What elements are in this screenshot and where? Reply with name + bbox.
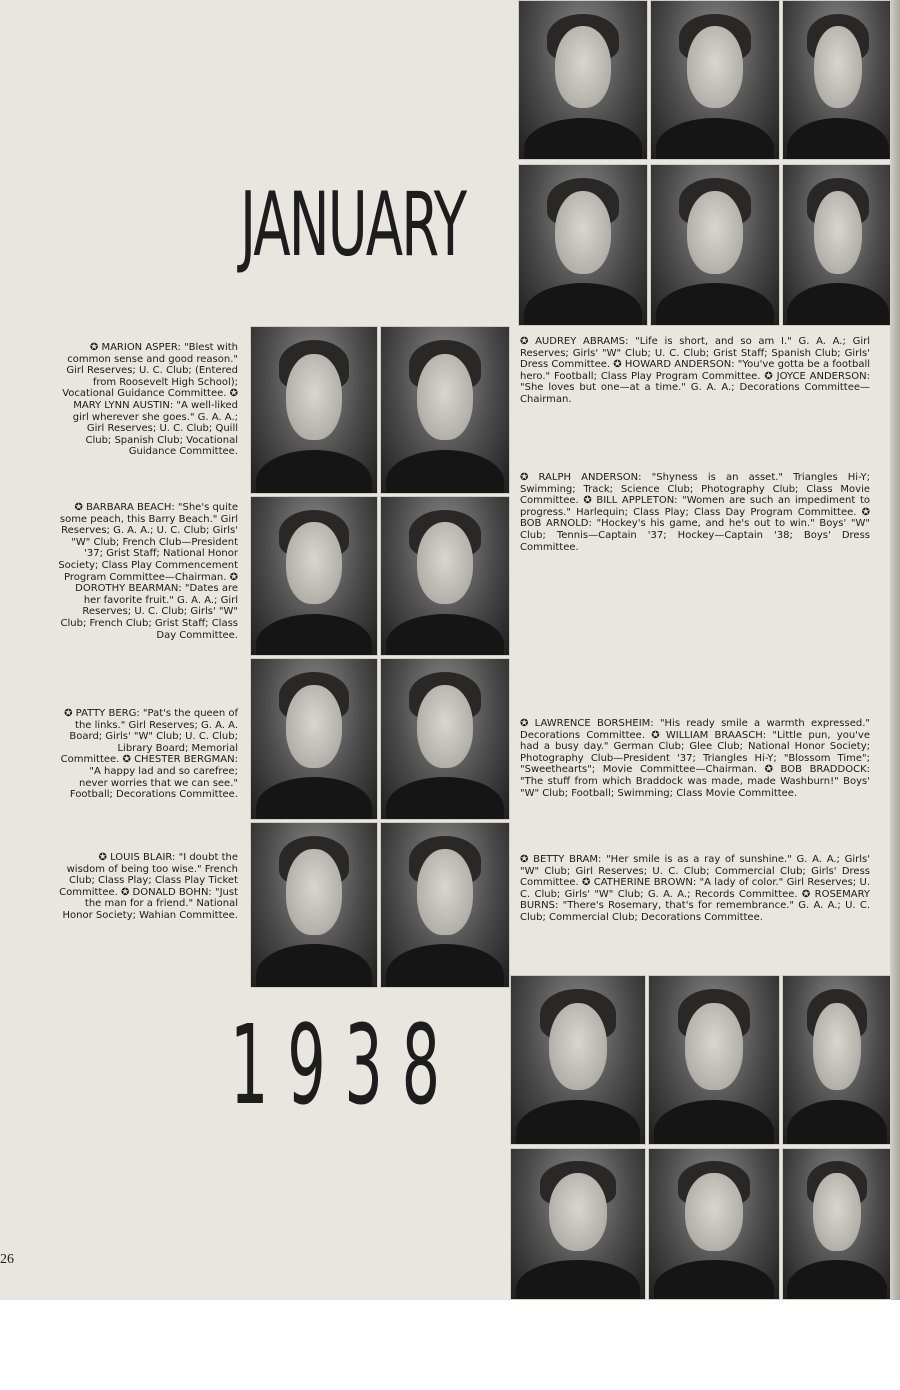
month-title: JANUARY [240, 173, 466, 276]
page-edge [890, 0, 900, 1300]
bio-berg-bergman: ✪ PATTY BERG: "Pat's the queen of the links." Girl Reserves; G. A. A. Board; Girls' "W" Club; U. C. Club; Library Board; Memorial Committee. ✪ CHESTER BERGMAN: "A happy lad and so carefree; never worries that we can see." Football; Decorations Committee. [60, 708, 238, 801]
bio-beach-bearman: ✪ BARBARA BEACH: "She's quite some peach, this Barry Beach." Girl Reserves; G. A. A.; U. C. Club; Girls' "W" Club; French Club—President '37; Grist Staff; National Honor Society; Class Play Commencement Program Committee—Chairman. ✪ DOROTHY BEARMAN: "Dates are her favorite fruit." G. A. A.; Girl Reserves; U. C. Club; Girls' "W" Club; French Club; Grist Staff; Class Day Committee. [58, 502, 238, 641]
portrait-joyce-anderson [782, 0, 894, 160]
portrait-chester-bergman [380, 658, 510, 820]
portrait-barbara-beach [250, 496, 378, 656]
portrait-louis-blair [250, 822, 378, 988]
portrait-william-braasch [648, 975, 780, 1145]
portrait-mary-lynn-austin [380, 326, 510, 494]
portrait-lawrence-borsheim [510, 975, 646, 1145]
portrait-audrey-abrams [518, 0, 648, 160]
bio-bram-brown-burns: ✪ BETTY BRAM: "Her smile is as a ray of sunshine." G. A. A.; Girls' "W" Club; Girl Reserves; U. C. Club; Commercial Club; Girls' Dress Committee. ✪ CATHERINE BROWN: "A lady of color." Girl Reserves; U. C. Club; Girls' "W" Club; G. A. A.; Records Committee. ✪ ROSEMARY BURNS: "There's Rosemary, that's for remembrance." G. A. A.; U. C. Club; Commercial Club; Decorations Committee. [520, 854, 870, 923]
portrait-bob-braddock [782, 975, 892, 1145]
bio-blair-bohn: ✪ LOUIS BLAIR: "I doubt the wisdom of being too wise." French Club; Class Play; Class Play Ticket Committee. ✪ DONALD BOHN: "Just the man for a friend." National Honor Society; Wahian Committee. [59, 852, 238, 921]
portrait-marion-asper [250, 326, 378, 494]
portrait-donald-bohn [380, 822, 510, 988]
bio-anderson-appleton-arnold: ✪ RALPH ANDERSON: "Shyness is an asset." Triangles Hi-Y; Swimming; Track; Science Club; Photography Club; Class Movie Committee. ✪ BILL APPLETON: "Women are such an impediment to progress." Harlequin; Class Play; Class Day Program Committee. ✪ BOB ARNOLD: "Hockey's his game, and he's out to win." Boys' "W" Club; Tennis—Captain '37; Hockey—Captain '38; Boys' Dress Committee. [520, 472, 870, 553]
bio-abrams-anderson: ✪ AUDREY ABRAMS: "Life is short, and so am I." G. A. A.; Girl Reserves; Girls' "W" Club; U. C. Club; Grist Staff; Spanish Club; Girls' Dress Committee. ✪ HOWARD ANDERSON: "You've gotta be a football hero." Football; Class Play Program Committee. ✪ JOYCE ANDERSON: "She loves but one—at a time." G. A. A.; Decorations Committee—Chairman. [520, 336, 870, 405]
portrait-catherine-brown [648, 1148, 780, 1300]
year-title: 1938 [230, 1001, 459, 1129]
portrait-rosemary-burns [782, 1148, 892, 1300]
page-number: 26 [0, 1252, 14, 1267]
bio-asper-austin: ✪ MARION ASPER: "Blest with common sense and good reason." Girl Reserves; U. C. Club; (Entered from Roosevelt High School); Vocational Guidance Committee. ✪ MARY LYNN AUSTIN: "A well-liked girl wherever she goes." G. A. A.; Girl Reserves; U. C. Club; Quill Club; Spanish Club; Vocational Guidance Committee. [62, 342, 238, 458]
portrait-patty-berg [250, 658, 378, 820]
portrait-bill-appleton [650, 164, 780, 326]
portrait-betty-bram [510, 1148, 646, 1300]
portrait-bob-arnold [782, 164, 894, 326]
bio-borsheim-braasch-braddock: ✪ LAWRENCE BORSHEIM: "His ready smile a warmth expressed." Decorations Committee. ✪ WILLIAM BRAASCH: "Little pun, you've had a busy day." German Club; Glee Club; National Honor Society; Photography Club—President '37; Triangles Hi-Y; "Blossom Time"; "Sweethearts"; Movie Committee—Chairman. ✪ BOB BRADDOCK: "The stuff from which Braddock was made, made Washburn!" Boys' "W" Club; Football; Swimming; Class Movie Committee. [520, 718, 870, 799]
portrait-dorothy-bearman [380, 496, 510, 656]
portrait-howard-anderson [650, 0, 780, 160]
portrait-ralph-anderson [518, 164, 648, 326]
